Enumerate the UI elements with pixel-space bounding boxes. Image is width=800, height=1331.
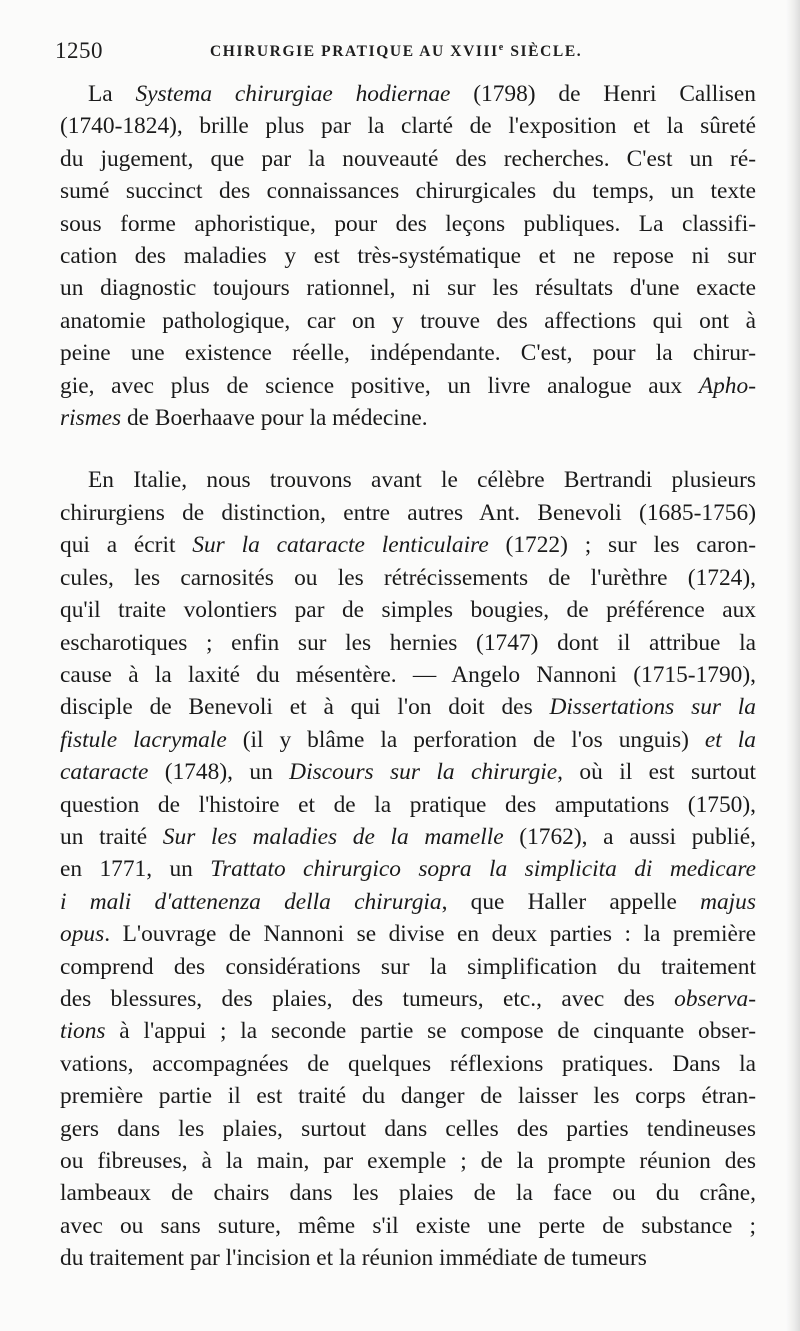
text-line: [60, 1242, 756, 1274]
text-line: [60, 821, 756, 853]
text-line: [60, 853, 756, 885]
text-run: première partie il est traité du danger de laisser les corps étran-: [60, 1083, 756, 1110]
text-run: lambeaux de chairs dans les plaies de la face ou du crâne,: [60, 1180, 756, 1207]
running-title-end: SIÈCLE.: [504, 43, 583, 61]
text-run: cation des maladies y est très-systématique et ne repose ni sur: [60, 243, 756, 270]
italic-run: et la: [704, 726, 756, 753]
text-run: anatomie pathologique, car on y trouve des affections qui ont à: [60, 307, 756, 334]
text-line: [60, 1210, 756, 1242]
text-line: [60, 529, 756, 561]
italic-run: observa-: [674, 985, 756, 1012]
text-line: [60, 78, 756, 110]
text-run: sous forme aphoristique, pour des leçons publiques. La classifi-: [60, 210, 756, 237]
text-run: de Boerhaave pour la médecine.: [121, 405, 428, 432]
text-line: [60, 110, 756, 142]
italic-run: Discours sur la chirurgie: [289, 759, 558, 786]
text-run: qui a écrit: [60, 532, 193, 559]
body-text: [60, 78, 756, 1275]
text-run: , où il est surtout: [557, 759, 756, 786]
text-line: [60, 464, 756, 496]
italic-run: Trattato chirurgico sopra la simplicita di medicare: [210, 856, 756, 883]
paragraph: [60, 464, 756, 1274]
text-run: vations, accompagnées de quelques réflexions pratiques. Dans la: [60, 1050, 756, 1077]
text-line: [60, 983, 756, 1015]
text-run: gers dans les plaies, surtout dans celles des parties tendineuses: [60, 1115, 756, 1142]
paragraph-gap: [60, 434, 756, 464]
italic-run: Sur la cataracte lenticulaire: [192, 532, 489, 559]
text-run: ou fibreuses, à la main, par exemple ; de la prompte réunion des: [60, 1148, 756, 1174]
text-line: [60, 1145, 756, 1177]
text-line: [60, 337, 756, 369]
text-run: escharotiques ; enfin sur les hernies (1747) dont il attribue la: [60, 629, 756, 656]
text-run: cules, les carnosités ou les rétrécissements de l'urèthre (1724),: [60, 564, 756, 591]
text-run: question de l'histoire et de la pratique des amputations (1750),: [60, 791, 756, 818]
text-run: En Italie, nous trouvons avant le célèbre Bertrandi plusieurs: [88, 467, 756, 494]
text-line: [60, 402, 756, 434]
text-line: [60, 1048, 756, 1080]
text-run: en 1771, un: [60, 856, 211, 883]
text-run: des blessures, des plaies, des tumeurs, etc., avec des: [60, 985, 675, 1012]
text-line: [60, 305, 756, 337]
italic-run: i mali d'attenenza della chirurgia: [60, 888, 442, 915]
text-run: (1798) de Henri Callisen: [450, 81, 756, 107]
italic-run: fistule lacrymale: [60, 726, 227, 753]
running-title-superscript: e: [498, 42, 505, 53]
italic-run: opus: [60, 921, 105, 948]
italic-run: Dissertations sur la: [549, 694, 757, 721]
text-run: (il y blâme la perforation de l'os unguis): [226, 726, 705, 753]
text-line: [60, 691, 756, 723]
text-line: [60, 497, 756, 529]
text-run: à l'appui ; la seconde partie se compose de cinquante obser-: [105, 1018, 756, 1045]
text-line: [60, 886, 756, 918]
text-line: [60, 208, 756, 240]
text-line: [60, 594, 756, 626]
text-run: du jugement, que par la nouveauté des recherches. C'est un ré-: [60, 145, 756, 172]
paragraph: [60, 78, 756, 434]
italic-run: Apho-: [698, 372, 756, 399]
text-line: [60, 951, 756, 983]
running-title-text: CHIRURGIE PRATIQUE AU XVIII: [210, 43, 499, 61]
text-run: (1762), a aussi publié,: [503, 823, 757, 850]
text-run: gie, avec plus de science positive, un livre analogue aux: [60, 372, 699, 399]
page-number: 1250: [55, 38, 103, 63]
text-run: peine une existence réelle, indépendante. C'est, pour la chirur-: [60, 340, 756, 367]
running-head: [55, 38, 745, 68]
italic-run: Sur les maladies de la mamelle: [162, 823, 504, 850]
text-line: [60, 789, 756, 821]
text-run: . L'ouvrage de Nannoni se divise en deux parties : la première: [104, 921, 756, 948]
text-run: un traité: [60, 823, 163, 850]
text-line: [60, 175, 756, 207]
text-line: [60, 659, 756, 691]
italic-run: tions: [60, 1018, 106, 1045]
text-line: [60, 756, 756, 788]
text-line: [60, 143, 756, 175]
text-run: du traitement par l'incision et la réunion immédiate de tumeurs: [60, 1245, 647, 1272]
text-line: [60, 240, 756, 272]
text-run: chirurgiens de distinction, entre autres Ant. Benevoli (1685-1756): [60, 499, 756, 526]
text-run: (1740-1824), brille plus par la clarté de l'exposition et la sûreté: [60, 113, 756, 140]
text-line: [60, 1177, 756, 1209]
text-run: (1722) ; sur les caron-: [488, 532, 756, 559]
text-line: [60, 1080, 756, 1112]
text-line: [60, 562, 756, 594]
italic-run: Systema chirurgiae hodiernae: [135, 81, 451, 107]
text-run: sumé succinct des connaissances chirurgicales du temps, un texte: [60, 178, 756, 205]
text-run: disciple de Benevoli et à qui l'on doit des: [60, 694, 550, 721]
text-run: un diagnostic toujours rationnel, ni sur les résultats d'une exacte: [60, 275, 756, 302]
page-edge-shadow: [786, 0, 800, 1331]
text-run: cause à la laxité du mésentère. — Angelo Nannoni (1715-1790),: [60, 661, 756, 688]
text-run: La: [88, 81, 136, 107]
text-line: [60, 1113, 756, 1145]
running-title: [210, 42, 582, 61]
text-run: , que Haller appelle: [441, 888, 701, 915]
text-run: comprend des considérations sur la simplification du traitement: [60, 953, 756, 980]
text-line: [60, 1015, 756, 1047]
italic-run: cataracte: [60, 759, 149, 786]
italic-run: majus: [700, 888, 756, 915]
text-line: [60, 918, 756, 950]
text-line: [60, 627, 756, 659]
text-run: qu'il traite volontiers par de simples bougies, de préférence aux: [60, 597, 756, 624]
text-line: [60, 272, 756, 304]
italic-run: rismes: [60, 405, 122, 432]
text-run: (1748), un: [148, 759, 290, 786]
text-run: avec ou sans suture, même s'il existe une perte de substance ;: [60, 1212, 756, 1239]
text-line: [60, 370, 756, 402]
text-line: [60, 724, 756, 756]
